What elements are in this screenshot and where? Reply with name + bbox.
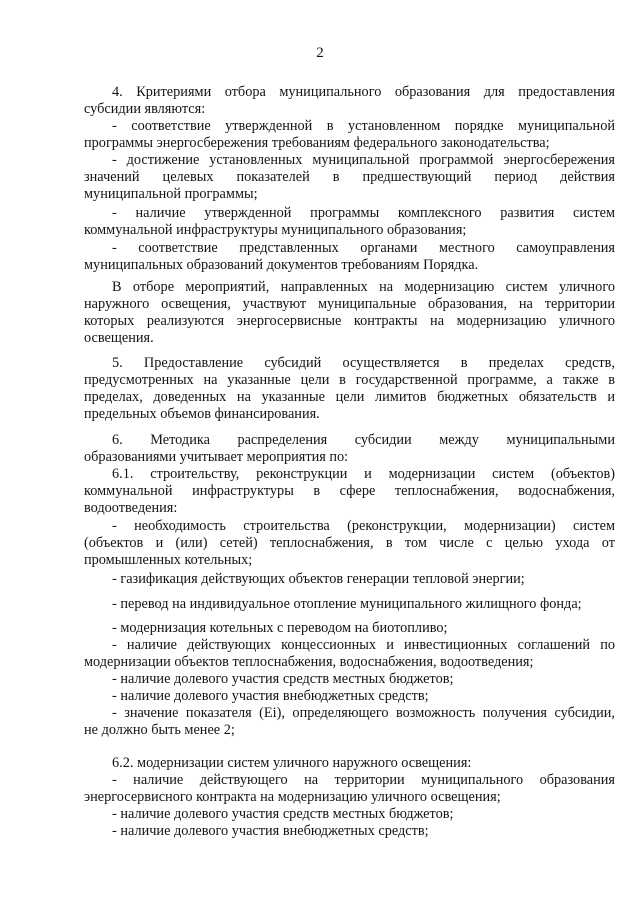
text-line: 6.2. модернизации систем уличного наружного освещения: [112,755,472,771]
text-line: программы энергосбережения требованиям федерального законодательства; [84,135,550,151]
text-line: предельных объемов финансирования. [84,406,320,422]
text-line: - перевод на индивидуальное отопление муниципального жилищного фонда; [112,596,582,612]
text-line: 6.1. строительству, реконструкции и модернизации систем (объектов) [112,466,615,482]
text-line: коммунальной инфраструктуры муниципального образования; [84,222,467,238]
text-line: пределах, доведенных на указанные цели лимитов бюджетных обязательств и [84,389,615,405]
text-line: - наличие утвержденной программы комплексного развития систем [112,205,615,221]
text-line: коммунальной инфраструктуры в сфере теплоснабжения, водоснабжения, [84,483,615,499]
text-line: значений целевых показателей в предшествующий период действия [84,169,615,185]
text-line: - наличие действующих концессионных и инвестиционных соглашений по [112,637,615,653]
text-line: (объектов и (или) сетей) теплоснабжения, в том числе с целью ухода от [84,535,615,551]
text-line: - значение показателя (Ei), определяющего возможность получения субсидии, [112,705,615,721]
text-line: энергосервисного контракта на модернизацию уличного освещения; [84,789,501,805]
text-line: - наличие долевого участия внебюджетных средств; [112,823,429,839]
text-line: - наличие долевого участия внебюджетных средств; [112,688,429,704]
text-line: - наличие долевого участия средств местных бюджетов; [112,671,454,687]
text-line: 6. Методика распределения субсидии между муниципальными [112,432,615,448]
text-line: водоотведения: [84,500,178,516]
text-line: освещения. [84,330,154,346]
text-line: которых реализуются энергосервисные контракты на модернизацию уличного [84,313,615,329]
text-line: наружного освещения, участвуют муниципальные образования, на территории [84,296,615,312]
text-line: промышленных котельных; [84,552,253,568]
text-line: муниципальных образований документов требованиям Порядка. [84,257,479,273]
text-line: - модернизация котельных с переводом на биотопливо; [112,620,448,636]
text-line: муниципальной программы; [84,186,258,202]
text-line: - наличие действующего на территории муниципального образования [112,772,615,788]
text-line: 4. Критериями отбора муниципального образования для предоставления [112,84,615,100]
text-line: модернизации объектов теплоснабжения, водоснабжения, водоотведения; [84,654,534,670]
text-line: - наличие долевого участия средств местных бюджетов; [112,806,454,822]
text-line: не должно быть менее 2; [84,722,235,738]
text-line: В отборе мероприятий, направленных на модернизацию систем уличного [112,279,615,295]
text-line: - достижение установленных муниципальной программой энергосбережения [112,152,615,168]
text-line: - соответствие утвержденной в установленном порядке муниципальной [112,118,615,134]
text-line: образованиями учитывает мероприятия по: [84,449,349,465]
text-line: - газификация действующих объектов генерации тепловой энергии; [112,571,525,587]
text-line: - соответствие представленных органами местного самоуправления [112,240,615,256]
text-line: предусмотренных на указанные цели в государственной программе, а также в [84,372,615,388]
text-line: субсидии являются: [84,101,206,117]
text-line: 5. Предоставление субсидий осуществляется в пределах средств, [112,355,615,371]
page-number: 2 [316,45,324,61]
text-line: - необходимость строительства (реконструкции, модернизации) систем [112,518,615,534]
